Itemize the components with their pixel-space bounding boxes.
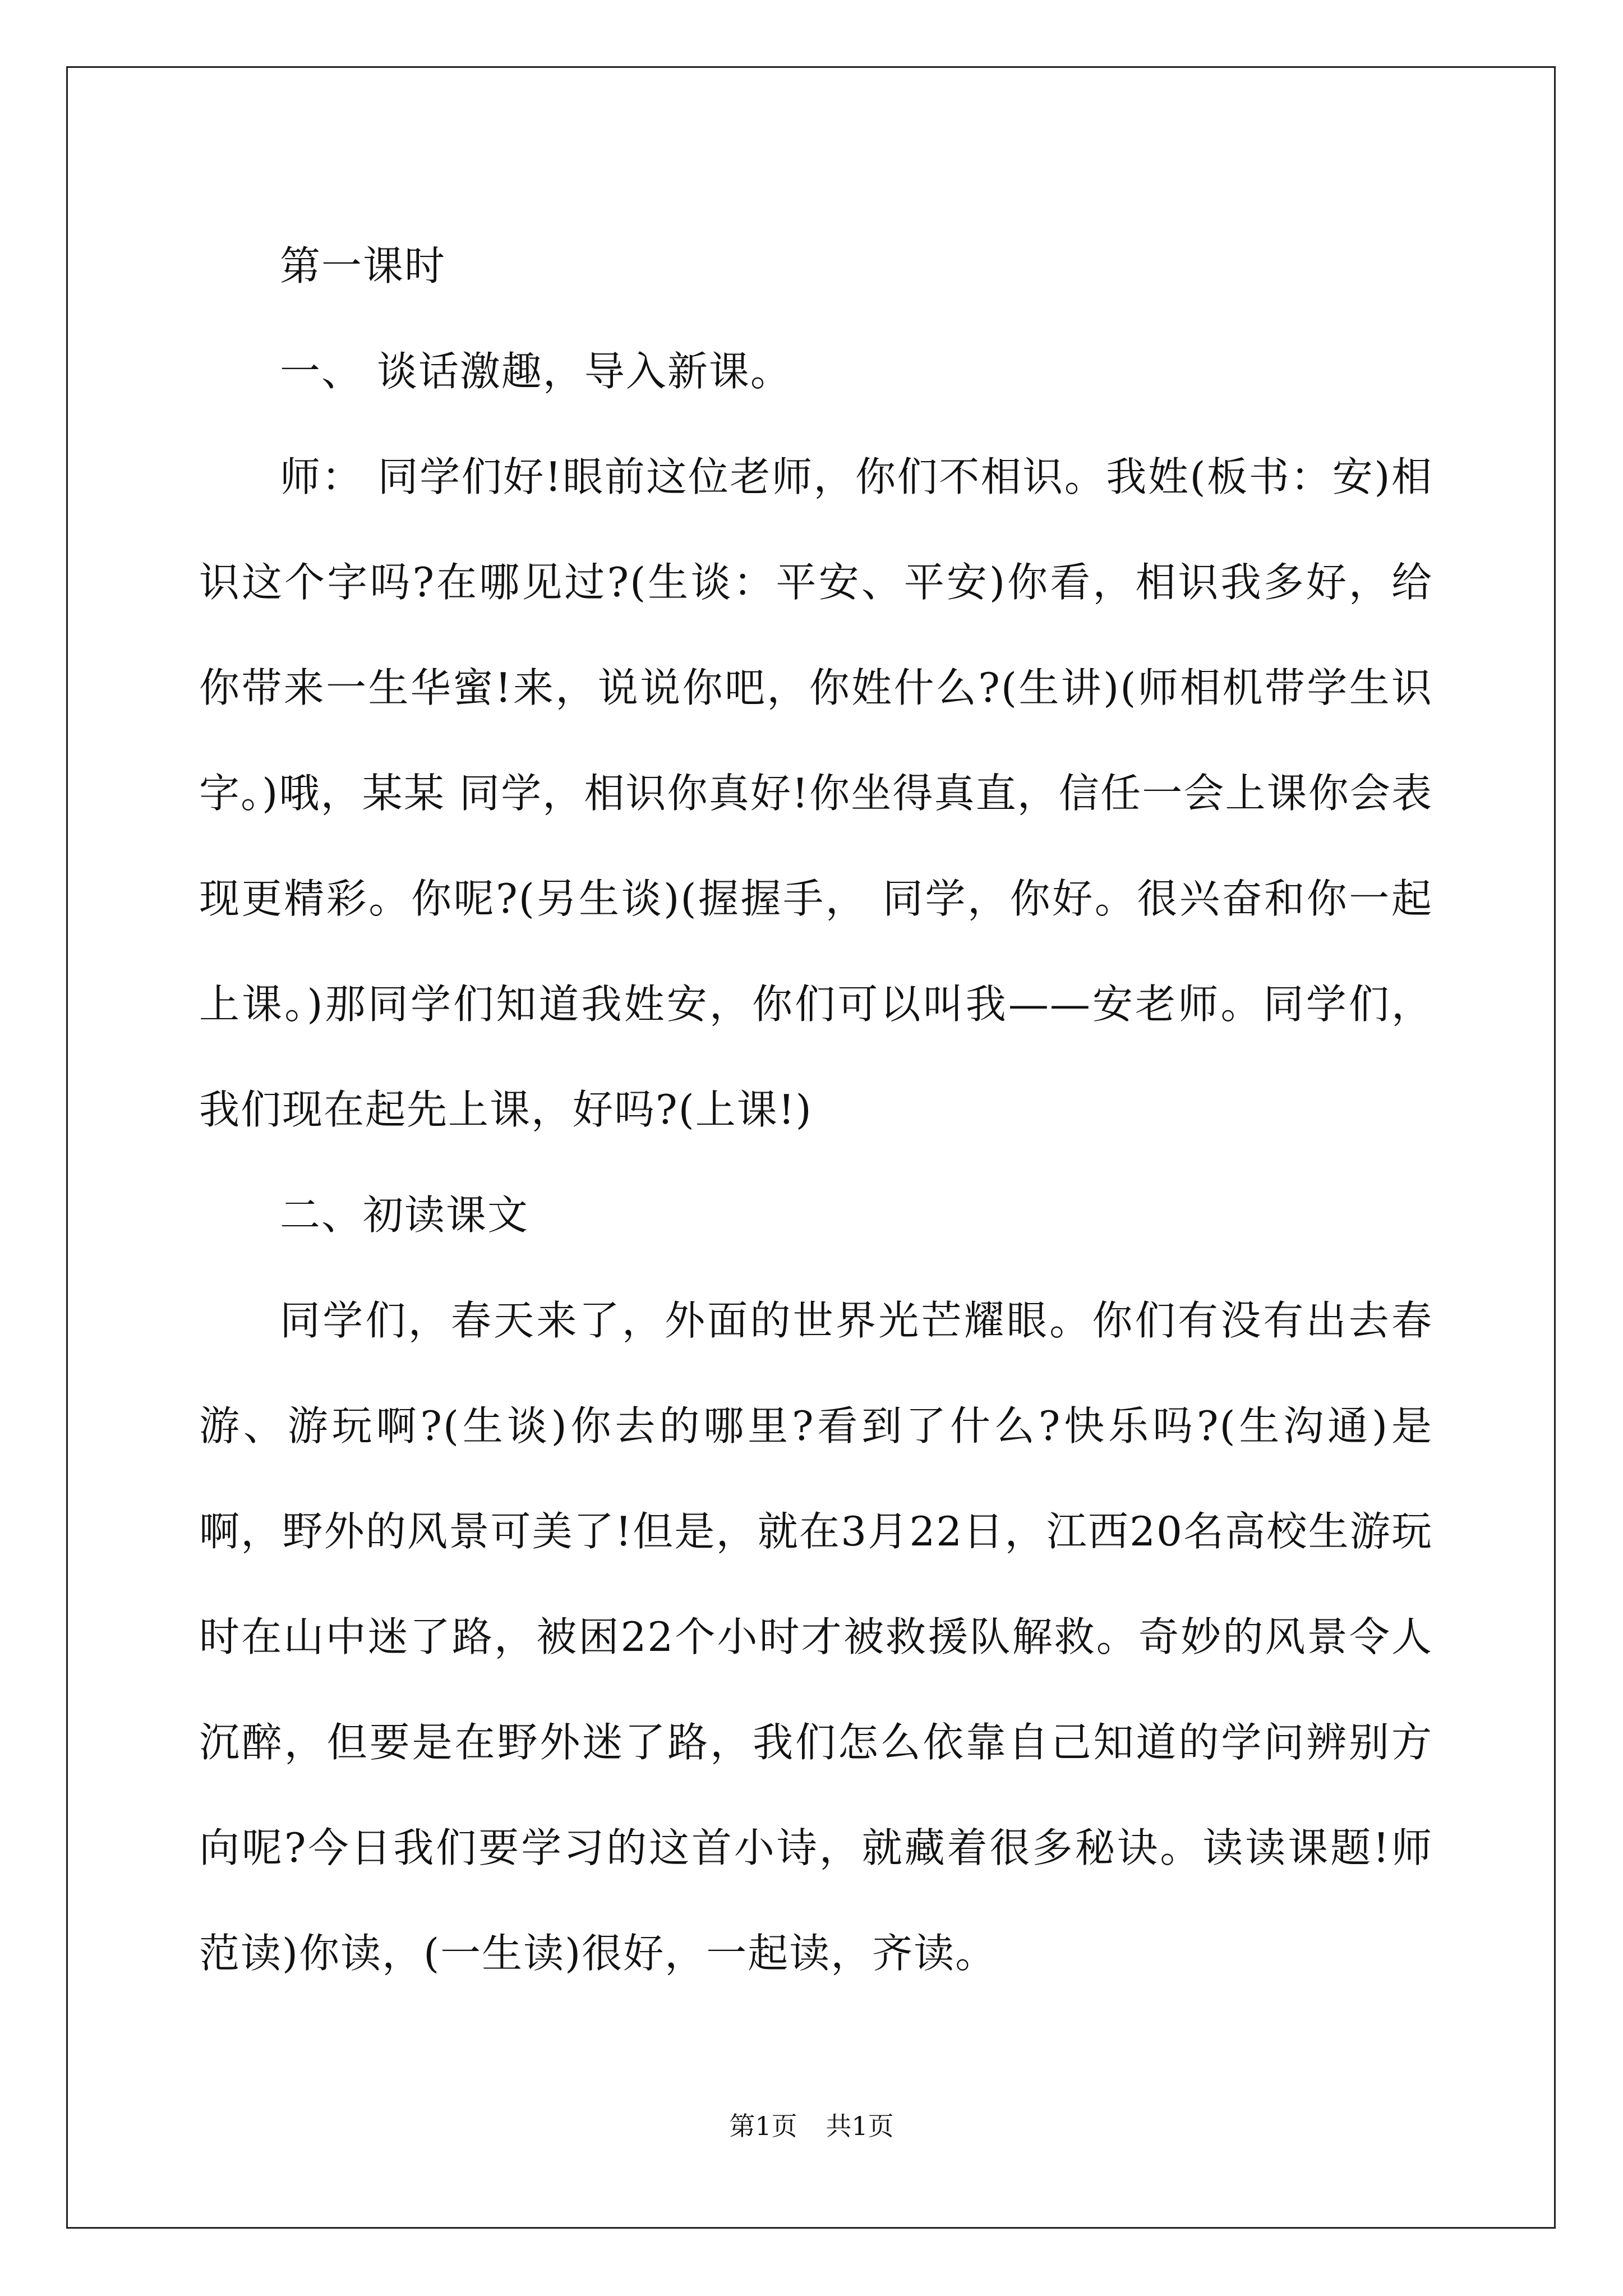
section-heading-one: 一、 谈话激趣，导入新课。 [280,348,792,395]
section-heading-two: 二、初读课文 [280,1191,529,1239]
page-footer [0,2109,1623,2143]
paragraph-first-reading: 同学们，春天来了，外面的世界光芒耀眼。你们有没有出去春游、游玩啊?(生谈)你去的哪里?看到了什么?快乐吗?(生沟通)是啊，野外的风景可美了!但是，就在3月22日，江西20名高校生游玩时在山中迷了路，被困22个小时才被救援队解救。奇妙的风景令人沉醉，但要是在野外迷了路，我们怎么依靠自己知道的学问辨别方向呢?今日我们要学习的这首小诗，就藏着很多秘诀。读读课题!师范读)你读，(一生读)很好，一起读，齐读。 [199,1297,1433,1977]
paragraph-teacher-intro: 师： 同学们好!眼前这位老师，你们不相识。我姓(板书：安)相识这个字吗?在哪见过?(生谈：平安、平安)你看，相识我多好，给你带来一生华蜜!来，说说你吧，你姓什么?(生讲)(师相机带学生识字。)哦，某某 同学，相识你真好!你坐得真直，信任一会上课你会表现更精彩。你呢?(另生谈)(握握手， 同学，你好。很兴奋和你一起上课。)那同学们知道我姓安，你们可以叫我——安老师。同学们，我们现在起先上课，好吗?(上课!) [199,453,1433,1133]
lesson-heading: 第一课时 [280,242,446,289]
page-number-current: 第1页 [729,2111,797,2141]
document-body [199,213,1433,2006]
page-number-total: 共1页 [826,2111,894,2141]
